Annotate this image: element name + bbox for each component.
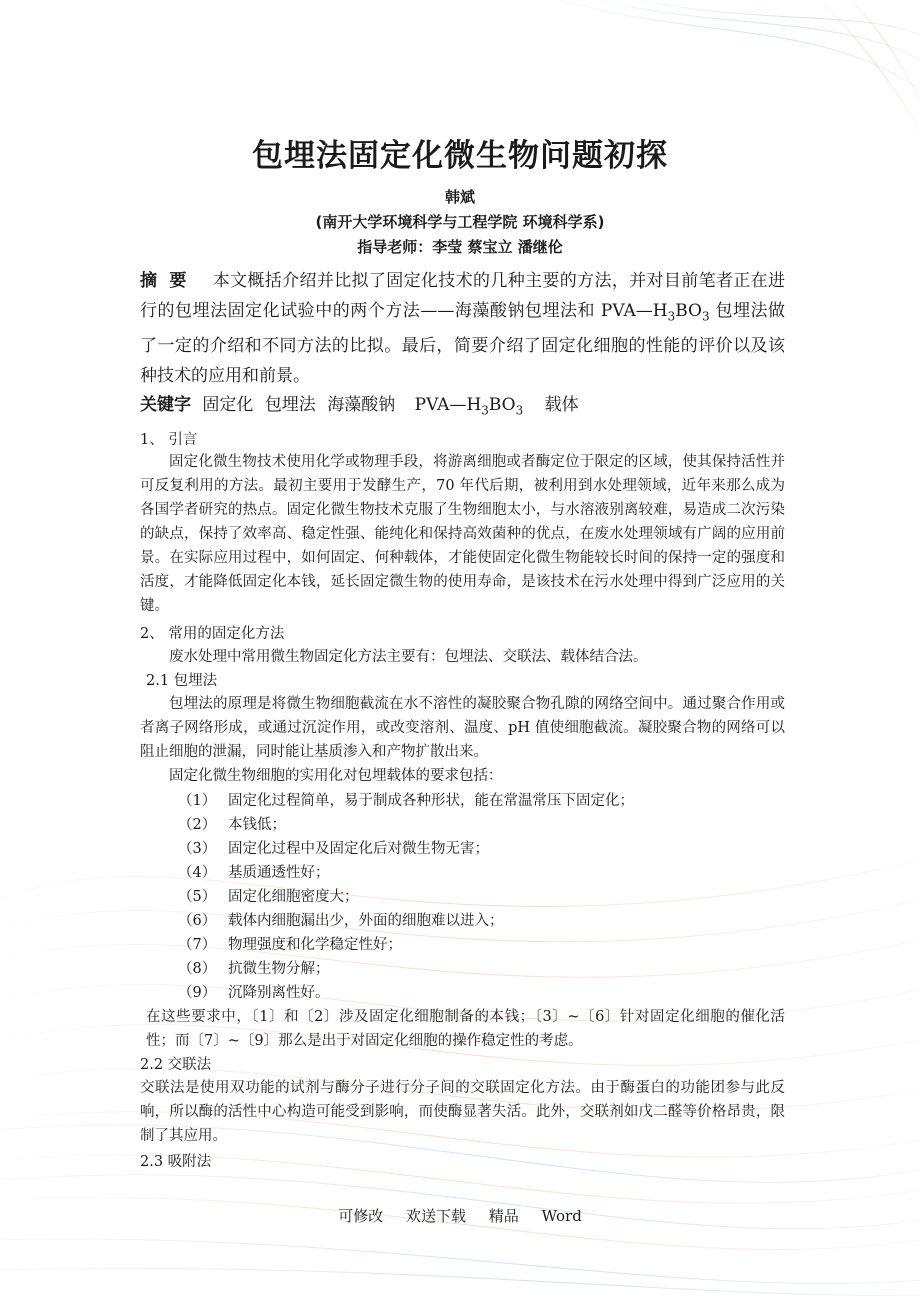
section-2-1-paragraph-2 <box>140 764 785 788</box>
author-name: 韩斌 <box>444 188 475 206</box>
footer-text: 精品 <box>488 1207 519 1225</box>
footer <box>0 1205 920 1226</box>
section-2-1-text-1: 包埋法的原理是将微生物细胞截流在水不溶性的凝胶聚合物孔隙的网络空间中。通过聚合作用或者离子网络形成，或通过沉淀作用，或改变溶剂、温度、pH 值使细胞截流。凝胶聚合物的网络可以阻止细胞的泄漏，同时能让基质渗入和产物扩散出来。 <box>140 696 785 760</box>
footer-text: Word <box>541 1207 582 1225</box>
list-text: 固定化过程中及固定化后对微生物无害； <box>228 841 489 857</box>
keyword: 载体 <box>544 395 579 415</box>
abstract-text-2: BO <box>675 301 702 321</box>
section-2-1-paragraph-3 <box>146 1005 785 1053</box>
list-text: 物理强度和化学稳定性好； <box>228 937 402 953</box>
keyword: 海藻酸钠 <box>327 395 396 415</box>
list-text: 固定化细胞密度大； <box>228 889 359 905</box>
list-item <box>178 933 402 954</box>
advisors: 指导老师：李莹 蔡宝立 潘继伦 <box>357 238 563 256</box>
section-2-1-text-2: 固定化微生物细胞的实用化对包埋载体的要求包括： <box>169 768 503 784</box>
list-number: （8） <box>178 961 217 977</box>
section-1-paragraph <box>140 450 785 618</box>
list-item <box>178 981 330 1002</box>
section-2-1-text-3: 在这些要求中，〔1〕和〔2〕涉及固定化细胞制备的本钱；〔3〕~〔6〕针对固定化细胞的催化活性；而〔7〕~〔9〕那么是出于对固定化细胞的操作稳定性的考虑。 <box>146 1009 785 1049</box>
section-2-1-paragraph-1 <box>140 692 785 764</box>
abstract-paragraph <box>140 266 785 391</box>
keyword-pva <box>414 395 524 418</box>
list-number: （9） <box>178 985 217 1001</box>
footer-text: 欢送下载 <box>406 1207 467 1225</box>
section-2-2-paragraph <box>140 1076 785 1148</box>
keywords-label: 关键字 <box>140 395 191 415</box>
list-text: 抗微生物分解； <box>228 961 330 977</box>
abstract-text-1: 本文概括介绍并比拟了固定化技术的几种主要的方法，并对目前笔者正在进行的包埋法固定化试验中的两个方法——海藻酸钠包埋法和 PVA—H <box>140 271 786 321</box>
section-2-2-heading: 2.2 交联法 <box>140 1057 212 1073</box>
keyword-pva-pre: PVA—H <box>414 395 482 415</box>
list-item <box>178 885 359 906</box>
list-number: （4） <box>178 865 217 881</box>
list-number: （7） <box>178 937 217 953</box>
list-number: （2） <box>178 817 217 833</box>
section-2-paragraph <box>140 645 785 669</box>
keyword: 包埋法 <box>264 395 316 415</box>
list-number: （6） <box>178 913 217 929</box>
abstract-sub-1: 3 <box>667 309 676 324</box>
list-text: 固定化过程简单，易于制成各种形状，能在常温常压下固定化； <box>228 793 634 809</box>
section-2-heading: 2、 常用的固定化方法 <box>140 626 285 642</box>
keyword: 固定化 <box>202 395 254 415</box>
list-item <box>178 909 504 930</box>
list-item <box>178 861 330 882</box>
abstract-sub-2: 3 <box>701 309 710 324</box>
footer-text: 可修改 <box>338 1207 384 1225</box>
abstract-label: 摘要 <box>140 271 199 291</box>
section-2-3-heading: 2.3 吸附法 <box>140 1154 212 1170</box>
keyword-pva-sub2: 3 <box>515 403 524 418</box>
list-item <box>178 789 634 810</box>
section-2-2-text: 交联法是使用双功能的试剂与酶分子进行分子间的交联固定化方法。由于酶蛋白的功能团参与此反响，所以酶的活性中心构造可能受到影响，而使酶显著失活。此外，交联剂如戊二醛等价格昂贵，限制了其应用。 <box>140 1080 785 1144</box>
section-1-heading: 1、 引言 <box>140 432 198 448</box>
list-number: （5） <box>178 889 217 905</box>
affiliation: (南开大学环境科学与工程学院 环境科学系) <box>315 213 605 231</box>
keywords-line <box>140 390 585 417</box>
list-text: 本钱低； <box>228 817 286 833</box>
list-number: （1） <box>178 793 217 809</box>
list-text: 载体内细胞漏出少，外面的细胞难以进入； <box>228 913 504 929</box>
list-text: 基质通透性好； <box>228 865 330 881</box>
keyword-pva-sub1: 3 <box>481 403 489 418</box>
list-item <box>178 813 286 834</box>
list-item <box>178 837 489 858</box>
section-2-1-heading: 2.1 包埋法 <box>146 673 218 689</box>
section-1-text: 固定化微生物技术使用化学或物理手段，将游离细胞或者酶定位于限定的区域，使其保持活性并可反复利用的方法。最初主要用于发酵生产，70 年代后期，被利用到水处理领域，近年来那么成为各国学者研究的热点。固定化微生物技术克服了生物细胞太小，与水溶液别离较难，易造成二次污染的缺点，保持了效率高、稳定性强、能纯化和保持高效菌种的优点，在废水处理领域有广阔的应用前景。在实际应用过程中，如何固定、何种载体，才能使固定化微生物能较长时间的保持一定的强度和活度，才能降低固定化本钱，延长固定微生物的使用寿命，是该技术在污水处理中得到广泛应用的关键。 <box>140 454 785 614</box>
keyword-pva-mid: BO <box>488 395 516 415</box>
list-text: 沉降别离性好。 <box>228 985 330 1001</box>
document-title: 包埋法固定化微生物问题初探 <box>252 138 668 174</box>
section-2-text: 废水处理中常用微生物固定化方法主要有：包埋法、交联法、载体结合法。 <box>169 649 648 665</box>
list-number: （3） <box>178 841 217 857</box>
list-item <box>178 957 330 978</box>
abstract-text-3: 包埋法做了一定的介绍和不同方法的比拟。最后，简要介绍了固定化细胞的性能的评价以及该种技术的应用和前景。 <box>140 301 786 387</box>
